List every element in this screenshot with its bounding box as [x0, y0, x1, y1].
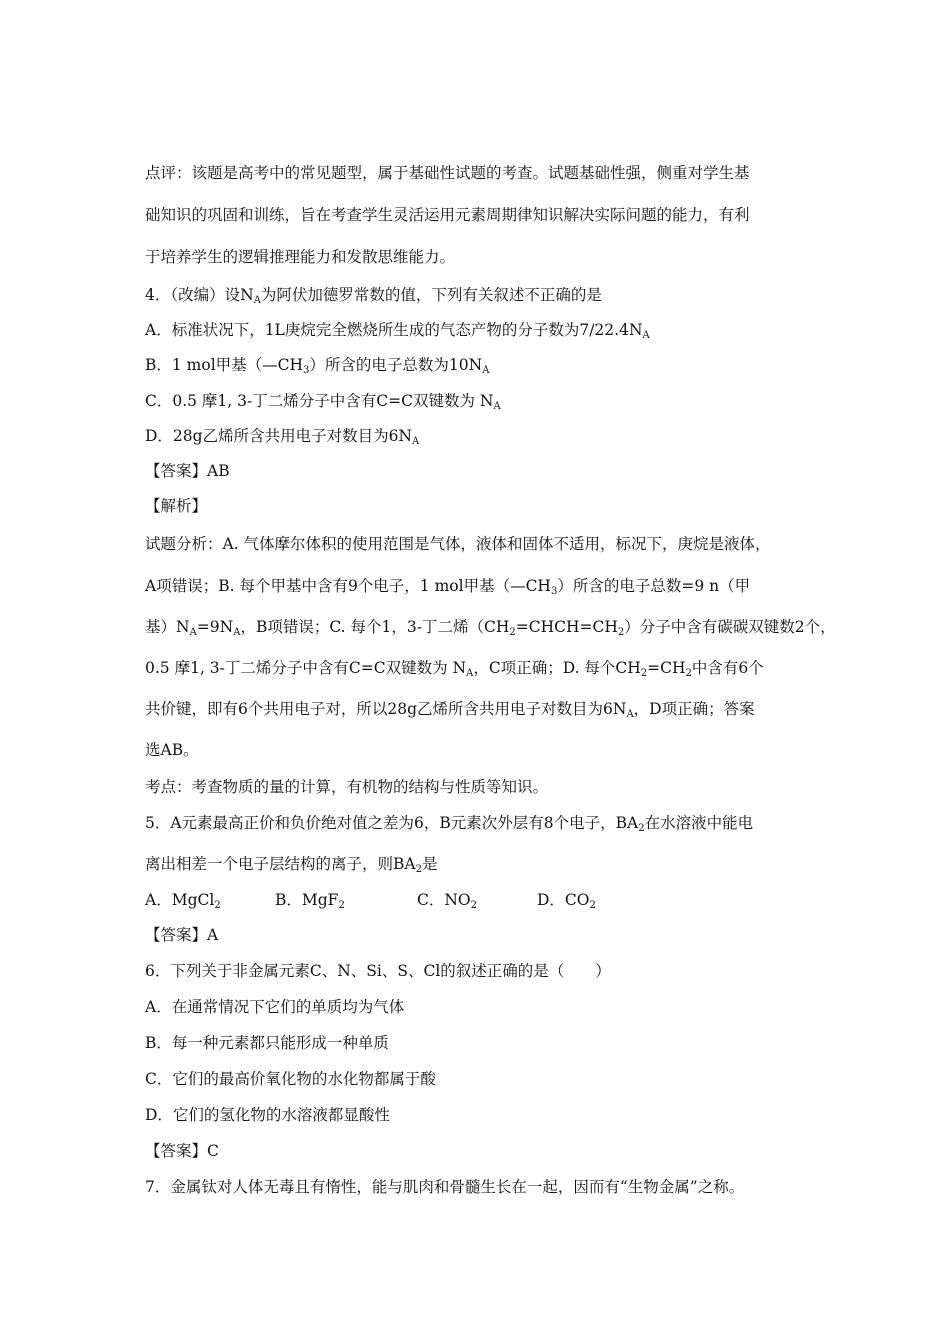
question-4-option-b: B．1 mol甲基$(—CH_3)$所含的电子总数为$10N_A$ [145, 356, 490, 376]
question-5-stem-line-2: 离出相差一个电子层结构的离子，则$BA_2$是 [145, 855, 438, 875]
analysis-line-1: 试题分析：A. 气体摩尔体积的使用范围是气体，液体和固体不适用，标况下，庚烷是液体， [145, 535, 771, 553]
comment-line-2: 础知识的巩固和训练，旨在考查学生灵活运用元素周期律知识解决实际问题的能力，有利 [145, 206, 750, 224]
analysis-line-6: 选AB。 [145, 741, 199, 759]
analysis-line-2: A项错误；B. 每个甲基中含有9个电子，1 mol甲基$(—CH_3)$所含的电子总数=9 n（甲 [145, 577, 751, 597]
question-5-option-a: A．MgCl$_2$ [145, 891, 221, 911]
comment-line-3: 于培养学生的逻辑推理能力和发散思维能力。 [145, 248, 456, 266]
question-6-option-a: A．在通常情况下它们的单质均为气体 [145, 998, 405, 1016]
analysis-line-4: 0.5 摩1, 3-丁二烯分子中含有C=C双键数为 $N_A$，C项正确；D. 每个$CH_2=CH_2$中含有6个 [145, 659, 764, 679]
question-4-stem: 4．（改编）设$N_A$为阿伏加德罗常数的值，下列有关叙述不正确的是 [145, 286, 602, 306]
question-4-analysis-label: 【解析】 [145, 497, 208, 515]
comment-line-1: 点评：该题是高考中的常见题型，属于基础性试题的考查。试题基础性强，侧重对学生基 [145, 164, 750, 182]
question-6-stem: 6．下列关于非金属元素C、N、Si、S、Cl的叙述正确的是（ ） [145, 962, 611, 980]
analysis-line-5: 共价键，即有6个共用电子对，所以28g乙烯所含共用电子对数目为$6N_A$，D项正确；答案 [145, 700, 755, 720]
question-5-option-d: D．$CO_2$ [537, 891, 596, 911]
question-5-stem-line-1: 5．A元素最高正价和负价绝对值之差为6，B元素次外层有8个电子，$BA_2$在水溶液中能电 [145, 814, 754, 834]
question-5-answer: 【答案】A [145, 926, 219, 944]
question-4-answer: 【答案】AB [145, 462, 230, 480]
analysis-line-3: 基）$N_A=9N_A$，B项错误；C. 每个1，3-丁二烯$(CH_2=CHCH=CH_2)$分子中含有碳碳双键数2个， [145, 618, 836, 638]
question-5-options [145, 890, 596, 910]
question-5-option-b: B．MgF$_2$ [275, 891, 345, 911]
question-4-option-d: D．28g乙烯所含共用电子对数目为$6N_A$ [145, 427, 420, 447]
question-6-answer: 【答案】C [145, 1142, 219, 1160]
question-4-kaodian: 考点：考查物质的量的计算，有机物的结构与性质等知识。 [145, 778, 549, 796]
question-6-option-c: C．它们的最高价氧化物的水化物都属于酸 [145, 1070, 436, 1088]
question-6-option-b: B．每一种元素都只能形成一种单质 [145, 1034, 389, 1052]
question-5-option-c: C．$NO_2$ [417, 891, 478, 911]
question-6-option-d: D．它们的氢化物的水溶液都显酸性 [145, 1106, 390, 1124]
question-4-option-a: A．标准状况下，1L庚烷完全燃烧所生成的气态产物的分子数为$7/22.4N_A$ [145, 321, 650, 341]
question-4-option-c: C．0.5 摩1, 3-丁二烯分子中含有C=C双键数为 $N_A$ [145, 392, 501, 412]
question-7-stem: 7．金属钛对人体无毒且有惰性，能与肌肉和骨髓生长在一起，因而有“生物金属”之称。 [145, 1178, 745, 1196]
